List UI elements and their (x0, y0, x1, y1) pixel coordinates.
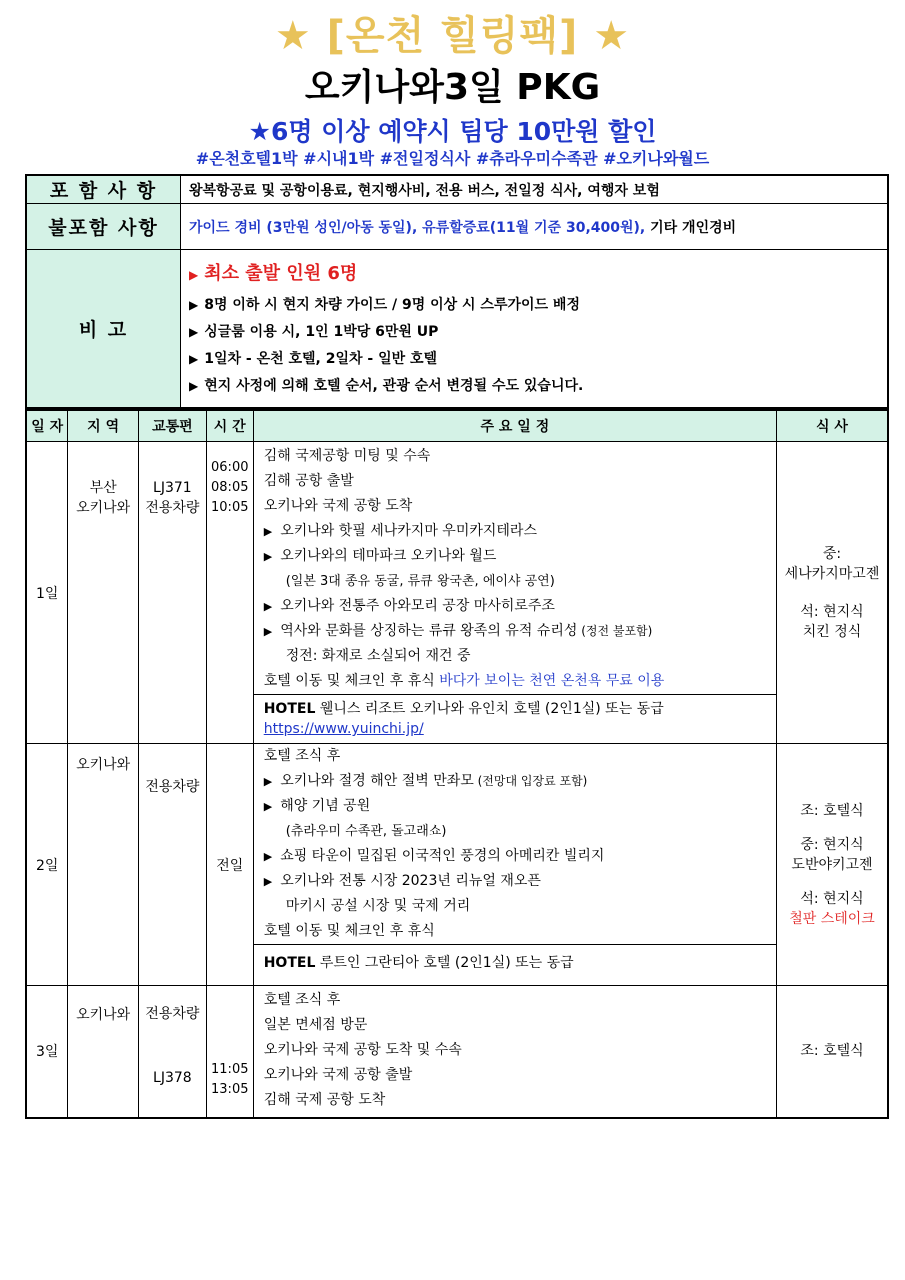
transport: 전용차량 (138, 744, 206, 986)
triangle-icon: ▶ (263, 850, 273, 863)
region: 부산 오키나와 (68, 442, 139, 744)
schedule-line: 호텔 조식 후 (263, 992, 341, 1008)
header-transport: 교통편 (138, 410, 206, 442)
schedule-bullet: ▶ 오키나와의 테마파크 오키나와 월드 (263, 548, 497, 564)
day1-schedule (253, 442, 776, 744)
include-value: 왕복항공료 및 공항이용료, 현지행사비, 전용 버스, 전일정 식사, 여행자 보험 (181, 175, 889, 204)
triangle-icon: ▶ (189, 297, 199, 312)
triangle-icon: ▶ (263, 525, 273, 538)
schedule-line: 호텔 이동 및 체크인 후 휴식 바다가 보이는 천연 온천욕 무료 이용 (263, 673, 665, 689)
schedule-table (25, 409, 889, 1119)
schedule-line: 호텔 조식 후 (263, 748, 341, 764)
page-title: 오키나와3일 PKG (304, 67, 601, 108)
exclude-value (181, 204, 889, 250)
title-banner: ★ [온천 힐링팩] ★ (274, 13, 631, 59)
schedule-line: 김해 국제공항 미팅 및 수속 (263, 448, 431, 464)
day-label: 2일 (26, 744, 68, 986)
region: 오키나와 (68, 744, 139, 986)
hotel-info: HOTEL 웰니스 리조트 오키나와 유인치 호텔 (2인1실) 또는 동급 https://www.yuinchi.jp/ (254, 694, 776, 739)
header-time: 시 간 (206, 410, 253, 442)
transport: LJ371 전용차량 (138, 442, 206, 744)
schedule-bullet: ▶ 역사와 문화를 상징하는 류큐 왕족의 유적 슈리성 (정전 불포함) (263, 623, 653, 639)
day2-meals: 조: 호텔식 중: 현지식 도반야키고젠 석: 현지식 철판 스테이크 (777, 744, 888, 986)
day3-meals: 조: 호텔식 (777, 986, 888, 1118)
schedule-bullet: ▶ 오키나와 절경 해안 절벽 만좌모 (전망대 입장료 포함) (263, 773, 588, 789)
triangle-icon: ▶ (189, 351, 199, 366)
schedule-bullet: ▶ 오키나와 전통주 아와모리 공장 마사히로주조 (263, 598, 555, 614)
schedule-bullet: ▶ 해양 기념 공원 (263, 798, 371, 814)
schedule-sub: 정전: 화재로 소실되어 재건 중 (285, 648, 471, 664)
note-item: ▶ 1일차 - 온천 호텔, 2일차 - 일반 호텔 (189, 350, 438, 367)
schedule-sub: (츄라우미 수족관, 돌고래쇼) (285, 824, 447, 839)
triangle-icon: ▶ (263, 800, 273, 813)
region: 오키나와 (68, 986, 139, 1118)
exclude-label: 불포함 사항 (26, 204, 181, 250)
discount-title: ★6명 이상 예약시 팀당 10만원 할인 (248, 117, 657, 146)
header-region: 지 역 (68, 410, 139, 442)
day-label: 3일 (26, 986, 68, 1118)
day-label: 1일 (26, 442, 68, 744)
schedule-sub: (일본 3대 종유 동굴, 류큐 왕국촌, 에이샤 공연) (285, 574, 555, 589)
hotel-info: HOTEL 루트인 그란티아 호텔 (2인1실) 또는 동급 (254, 944, 776, 976)
transport: 전용차량 LJ378 (138, 986, 206, 1118)
exclude-value-blue: 가이드 경비 (3만원 성인/아동 동일), 유류할증료(11월 기준 30,400원), (189, 219, 646, 236)
triangle-icon: ▶ (189, 378, 199, 393)
schedule-line: 김해 국제 공항 도착 (263, 1092, 386, 1108)
hotel-link[interactable]: https://www.yuinchi.jp/ (263, 721, 424, 737)
day3-row (26, 986, 888, 1118)
schedule-line: 김해 공항 출발 (263, 473, 354, 489)
times: 06:00 08:05 10:05 (206, 442, 253, 744)
triangle-icon: ▶ (263, 775, 273, 788)
triangle-icon: ▶ (263, 600, 273, 613)
schedule-line: 일본 면세점 방문 (263, 1017, 368, 1033)
note-item: ▶ 8명 이하 시 현지 차량 가이드 / 9명 이상 시 스루가이드 배정 (189, 296, 580, 313)
schedule-bullet: ▶ 오키나와 핫필 세나카지마 우미카지테라스 (263, 523, 537, 539)
schedule-line: 오키나와 국제 공항 도착 및 수속 (263, 1042, 462, 1058)
triangle-icon: ▶ (263, 875, 273, 888)
note-item: ▶ 싱글룸 이용 시, 1인 1박당 6만원 UP (189, 323, 439, 340)
note-item: ▶ 현지 사정에 의해 호텔 순서, 관광 순서 변경될 수도 있습니다. (189, 377, 584, 394)
day2-row (26, 744, 888, 986)
triangle-icon: ▶ (189, 324, 199, 339)
hashtags: #온천호텔1박 #시내1박 #전일정식사 #츄라우미수족관 #오키나와월드 (195, 149, 710, 168)
header-schedule: 주 요 일 정 (253, 410, 776, 442)
exclude-value-black: 기타 개인경비 (645, 219, 737, 236)
header-meal: 식 사 (777, 410, 888, 442)
include-label: 포 함 사 항 (26, 175, 181, 204)
day3-schedule (253, 986, 776, 1118)
times: 11:05 13:05 (206, 986, 253, 1118)
triangle-icon: ▶ (263, 625, 273, 638)
triangle-icon: ▶ (263, 550, 273, 563)
day1-row (26, 442, 888, 744)
day1-meals: 중: 세나카지마고젠 석: 현지식 치킨 정식 (777, 442, 888, 744)
header-day: 일 자 (26, 410, 68, 442)
notes (181, 250, 889, 408)
triangle-icon: ▶ (189, 267, 199, 282)
schedule-line: 호텔 이동 및 체크인 후 휴식 (263, 923, 435, 939)
info-table (25, 174, 889, 409)
schedule-bullet: ▶ 쇼핑 타운이 밀집된 이국적인 풍경의 아메리칸 빌리지 (263, 848, 605, 864)
schedule-line: 오키나와 국제 공항 출발 (263, 1067, 413, 1083)
schedule-sub: 마키시 공설 시장 및 국제 거리 (285, 898, 471, 914)
schedule-bullet: ▶ 오키나와 전통 시장 2023년 리뉴얼 재오픈 (263, 873, 541, 889)
time: 전일 (206, 744, 253, 986)
schedule-line: 오키나와 국제 공항 도착 (263, 498, 413, 514)
day2-schedule (253, 744, 776, 986)
note-label: 비 고 (26, 250, 181, 408)
note-item: ▶ 최소 출발 인원 6명 (189, 262, 358, 284)
